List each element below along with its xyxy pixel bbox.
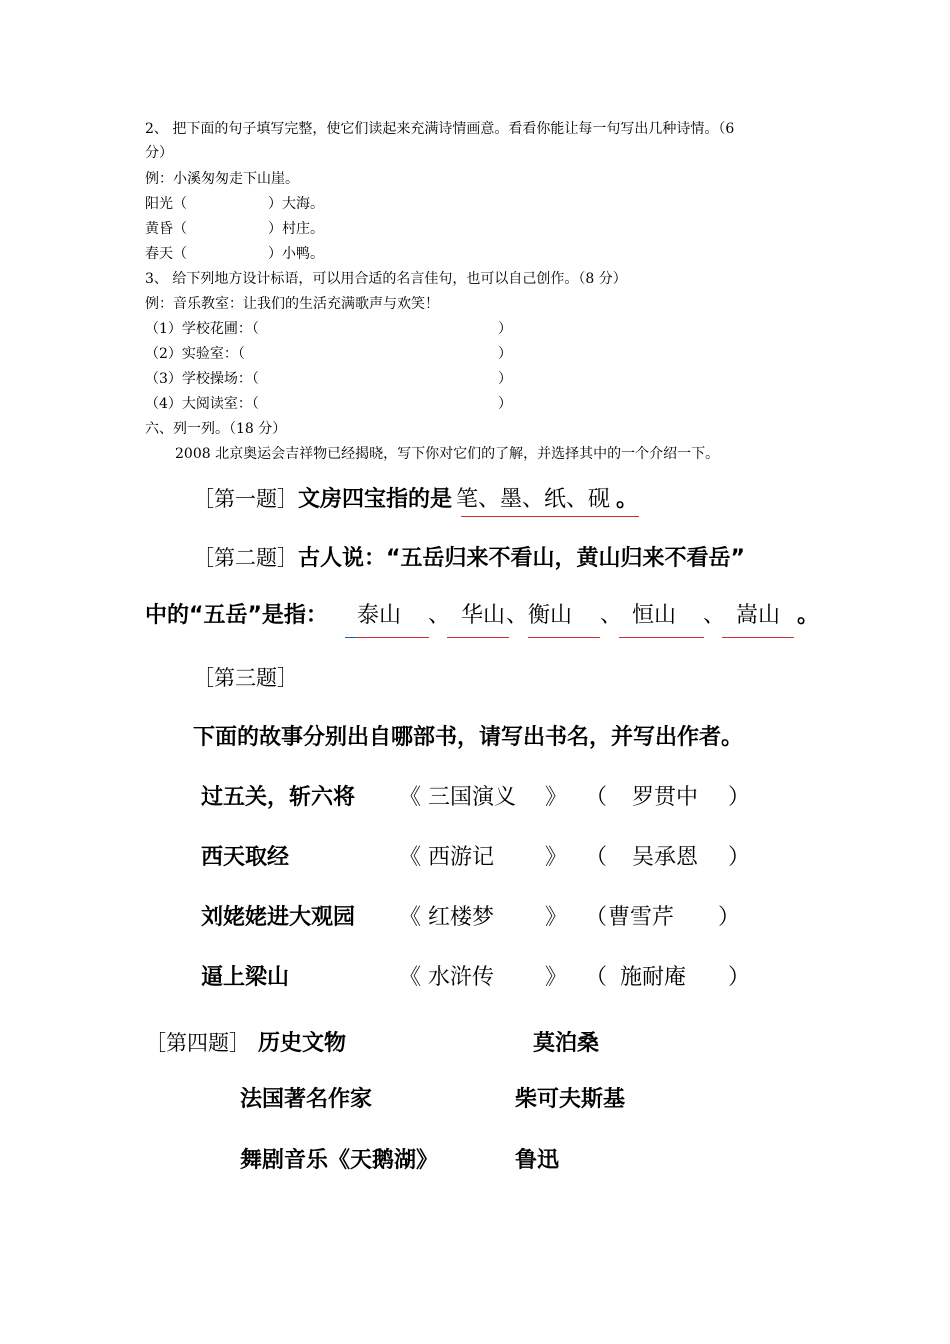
t3-author: 吴承恩 [632, 845, 699, 870]
t4-left-item: 历史文物 [258, 1031, 347, 1056]
t3-author: 曹雪芹 [608, 905, 675, 930]
t3-story: 逼上梁山 [201, 965, 290, 990]
q2-item-right: ）村庄。 [268, 221, 324, 237]
t3-author: 施耐庵 [620, 965, 687, 990]
q2-line2: 分） [145, 145, 173, 161]
t2-answer-underline [619, 637, 704, 638]
q3-item-left: （1）学校花圃：（ [145, 321, 259, 337]
q3-item-right: ） [498, 346, 512, 362]
t3-rparen: ） [728, 785, 751, 810]
t3-rparen: ） [728, 845, 751, 870]
q3-item-left: （3）学校操场：（ [145, 371, 259, 387]
q2-item-right: ）小鸭。 [268, 246, 324, 262]
t1-text: 文房四宝指的是 [298, 487, 453, 512]
t4-right-item: 柴可夫斯基 [515, 1087, 626, 1112]
t2-sep: 、 [600, 603, 623, 628]
t3-lquote: 《 [399, 785, 422, 810]
t3-lparen: （ [585, 965, 608, 990]
t2-text2: 中的“五岳”是指： [145, 603, 328, 628]
t2-answer: 恒山 [632, 603, 677, 628]
t2-answer-underline [722, 637, 794, 638]
t2-end: 。 [797, 603, 820, 628]
t3-lparen: （ [585, 785, 608, 810]
t3-rparen: ） [718, 905, 741, 930]
t2-sep: 、 [703, 603, 726, 628]
t2-answer-underline [357, 637, 429, 638]
t3-book: 三国演义 [428, 785, 517, 810]
t1-answer-underline [461, 516, 639, 517]
q3-example: 例：音乐教室：让我们的生活充满歌声与欢笑！ [145, 296, 439, 312]
t3-tag-text: ［第三题］ [193, 666, 298, 690]
t3-story: 刘姥姥进大观园 [201, 905, 356, 930]
t4-left-item: 法国著名作家 [240, 1087, 373, 1112]
t2-text: 古人说：“五岳归来不看山，黄山归来不看岳” [298, 546, 745, 571]
t2-answer: 衡山 [528, 603, 573, 628]
t2-line1 [193, 543, 745, 574]
t2-answer: 泰山 [357, 603, 402, 628]
q2-item-left: 黄昏（ [145, 221, 187, 237]
t3-tag [193, 663, 298, 694]
t4-left-item: 舞剧音乐《天鹅湖》 [240, 1148, 439, 1173]
t3-lparen: （ [585, 845, 608, 870]
t3-book: 西游记 [428, 845, 495, 870]
t4-right-item: 莫泊桑 [533, 1031, 600, 1056]
t3-author: 罗贯中 [632, 785, 699, 810]
q6-desc: 2008 北京奥运会吉祥物已经揭晓，写下你对它们的了解，并选择其中的一个介绍一下。 [175, 446, 720, 462]
t3-rparen: ） [728, 965, 751, 990]
t3-lquote: 《 [399, 965, 422, 990]
t2-answer-underline [447, 637, 509, 638]
t3-story: 过五关，斩六将 [201, 785, 356, 810]
t3-rquote: 》 [545, 965, 568, 990]
q2-item-left: 阳光（ [145, 196, 187, 212]
t4-tag [145, 1028, 250, 1059]
t1-tag: ［第一题］ [193, 487, 298, 511]
q2-item-right: ）大海。 [268, 196, 324, 212]
t3-rquote: 》 [545, 905, 568, 930]
t2-tag: ［第二题］ [193, 546, 298, 570]
q3-item-right: ） [498, 321, 512, 337]
q3-item-left: （4）大阅读室：（ [145, 396, 259, 412]
t3-book: 水浒传 [428, 965, 495, 990]
t2-sep: 、 [506, 603, 529, 628]
t3-lquote: 《 [399, 845, 422, 870]
t2-sep: 、 [428, 603, 451, 628]
t3-lquote: 《 [399, 905, 422, 930]
q3-line1: 3、 给下列地方设计标语，可以用合适的名言佳句，也可以自己创作。（8 分） [145, 271, 627, 287]
t3-lparen: （ [585, 905, 608, 930]
q3-item-right: ） [498, 371, 512, 387]
t4-right-item: 鲁迅 [515, 1148, 560, 1173]
t3-rquote: 》 [545, 785, 568, 810]
t3-story: 西天取经 [201, 845, 290, 870]
t1-line [193, 484, 638, 515]
q3-item-left: （2）实验室：（ [145, 346, 245, 362]
t2-answer: 华山 [461, 603, 506, 628]
q6-title: 六、列一列。（18 分） [145, 421, 287, 437]
t4-tag-text: ［第四题］ [145, 1031, 250, 1055]
t3-rquote: 》 [545, 845, 568, 870]
t3-text: 下面的故事分别出自哪部书，请写出书名，并写出作者。 [193, 725, 744, 750]
q2-line1: 2、 把下面的句子填写完整，使它们读起来充满诗情画意。看看你能让每一句写出几种诗情。（6 [145, 121, 735, 137]
q2-item-left: 春天（ [145, 246, 187, 262]
t3-book: 红楼梦 [428, 905, 495, 930]
t2-answer-underline [528, 637, 600, 638]
t2-answer: 嵩山 [736, 603, 781, 628]
q3-item-right: ） [498, 396, 512, 412]
q2-example: 例：小溪匆匆走下山崖。 [145, 171, 299, 187]
t2-answer-underline [345, 637, 357, 638]
t1-answer: 笔、墨、纸、砚 [456, 487, 611, 512]
t1-end: 。 [616, 487, 639, 512]
